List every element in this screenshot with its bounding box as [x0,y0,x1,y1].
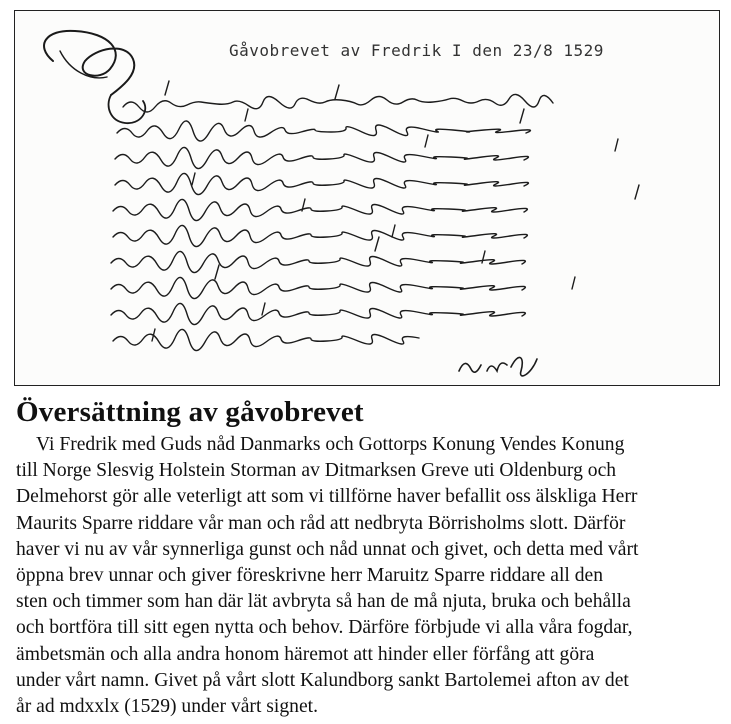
translation-body [16,432,728,720]
translation-line: öppna brev unnar och giver föreskrivne herr Maruitz Sparre riddare all den [16,565,604,587]
handwritten-manuscript-image [15,11,720,386]
translation-line: Vi Fredrik med Guds nåd Danmarks och Gottorps Konung Vendes Konung [36,434,625,455]
translation-line: haver vi nu av vår synnerliga gunst och nåd unnat och givet, och detta med vårt [16,538,639,560]
translation-line: till Norge Slesvig Holstein Storman av Ditmarksen Greve uti Oldenburg och [16,460,617,482]
translation-line: ämbetsmän och alla andra honom häremot att hinder eller förfång att göra [16,643,595,665]
translation-line: under vårt namn. Givet på vårt slott Kalundborg sankt Bartolemei afton av det [16,669,629,691]
translation-line: sten och timmer som han där lät avbryta så han de må njuta, bruka och behålla [16,591,631,613]
translation-line: år ad mdxxlx (1529) under vårt signet. [16,696,318,718]
scan-title: Gåvobrevet av Fredrik I den 23/8 1529 [229,41,604,60]
translation-line: Maurits Sparre riddare vår man och råd att nedbryta Börrisholms slott. Därför [16,512,626,534]
translation-line: Delmehorst gör alle veterligt att som vi tillförne haver befallit oss älskliga Herr [16,486,638,508]
translation-line: och bortföra till sitt egen nytta och behov. Därföre förbjude vi alla våra fogdar, [16,617,633,639]
translation-heading: Översättning av gåvobrevet [16,396,364,428]
manuscript-image-frame [14,10,720,386]
